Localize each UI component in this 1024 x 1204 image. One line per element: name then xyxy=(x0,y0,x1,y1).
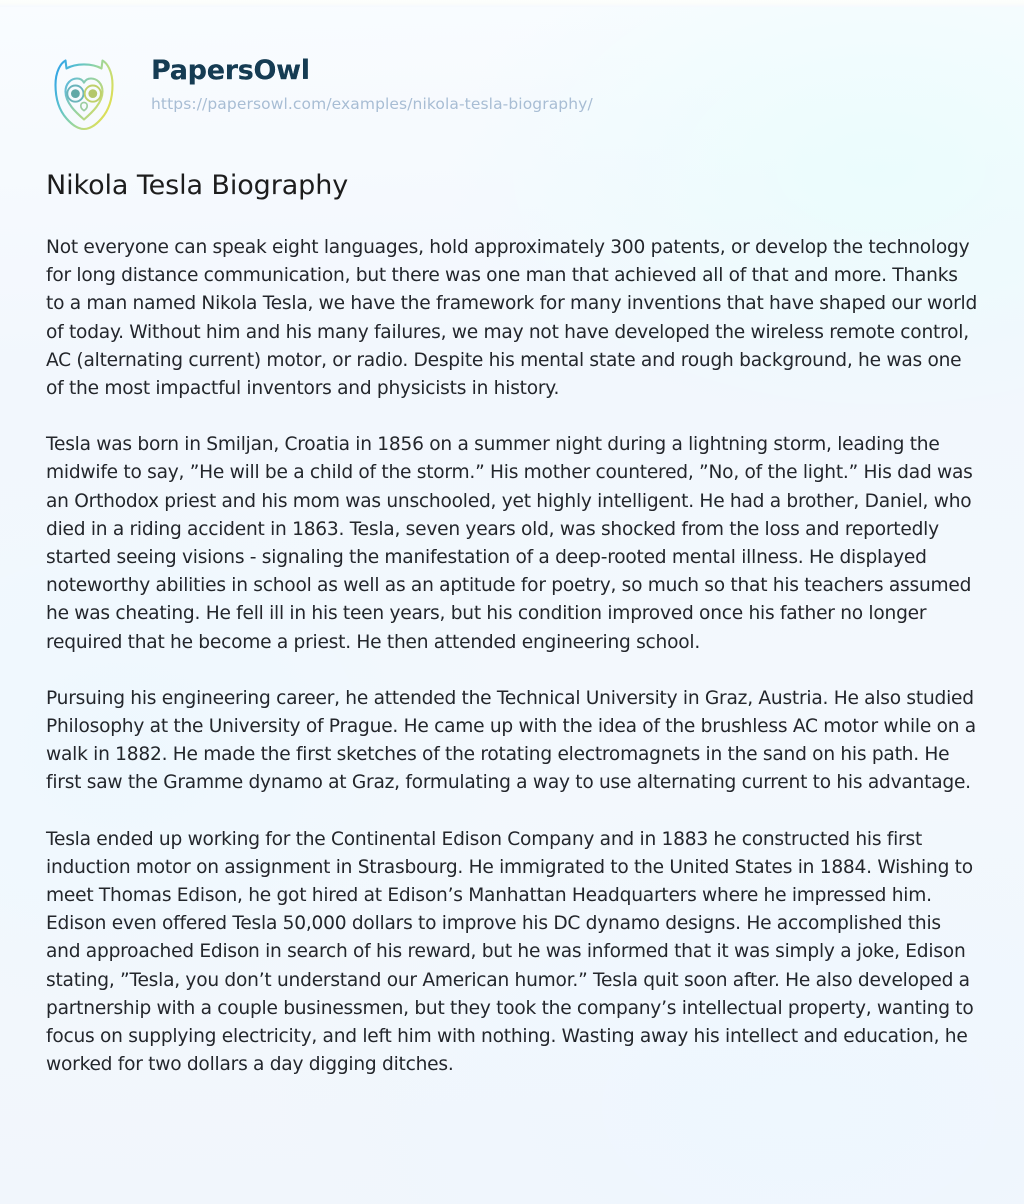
brand-name: PapersOwl xyxy=(151,54,593,88)
site-header xyxy=(46,52,946,138)
body-paragraph: Pursuing his engineering career, he attended the Technical University in Graz, Austria. He also studied Philosophy at the University of Prague. He came up with the idea of the brushless AC motor while on a walk in 1882. He made the first sketches of the rotating electromagnets in the sand on his path. He first saw the Gramme dynamo at Graz, formulating a way to use alternating current to his advantage. xyxy=(46,687,976,794)
document-body xyxy=(46,168,978,1079)
top-edge-strip xyxy=(0,0,1024,7)
body-paragraph: Tesla ended up working for the Continental Edison Company and in 1883 he constructed his first induction motor on assignment in Strasbourg. He immigrated to the United States in 1884. Wishing to meet Thomas Edison, he got hired at Edison’s Manhattan Headquarters where he impressed him. Edison even offered Tesla 50,000 dollars to improve his DC dynamo designs. He accomplished this and approached Edison in search of his reward, but he was informed that it was simply a joke, Edison stating, ”Tesla, you don’t understand our American humor.” Tesla quit soon after. He also developed a partnership with a couple businessmen, but they took the company’s intellectual property, wanting to focus on supplying electricity, and left him with nothing. Wasting away his intellect and education, he worked for two dollars a day digging ditches. xyxy=(46,828,974,1076)
body-paragraph: Tesla was born in Smiljan, Croatia in 1856 on a summer night during a lightning storm, leading the midwife to say, ”He will be a child of the storm.” His mother countered, ”No, of the light.” His dad was an Orthodox priest and his mom was unschooled, yet highly intelligent. He had a brother, Daniel, who died in a riding accident in 1863. Tesla, seven years old, was shocked from the loss and reportedly started seeing visions - signaling the manifestation of a deep-rooted mental illness. He displayed noteworthy abilities in school as well as an aptitude for poetry, so much so that his teachers assumed he was cheating. He fell ill in his teen years, but his condition improved once his father no longer required that he become a priest. He then attended engineering school. xyxy=(46,434,973,653)
body-paragraph: Not everyone can speak eight languages, hold approximately 300 patents, or develop the technology for long distance communication, but there was one man that achieved all of that and more. Thanks to a man named Nikola Tesla, we have the framework for many inventions that have shaped our world of today. Without him and his many failures, we may not have developed the wireless remote control, AC (alternating current) motor, or radio. Despite his mental state and rough background, he was one of the most impactful inventors and physicists in history. xyxy=(46,237,978,400)
source-url[interactable]: https://papersowl.com/examples/nikola-tesla-biography/ xyxy=(151,95,593,113)
brand-block xyxy=(151,54,593,114)
page-title: Nikola Tesla Biography xyxy=(46,170,349,201)
owl-logo-icon xyxy=(46,52,122,132)
